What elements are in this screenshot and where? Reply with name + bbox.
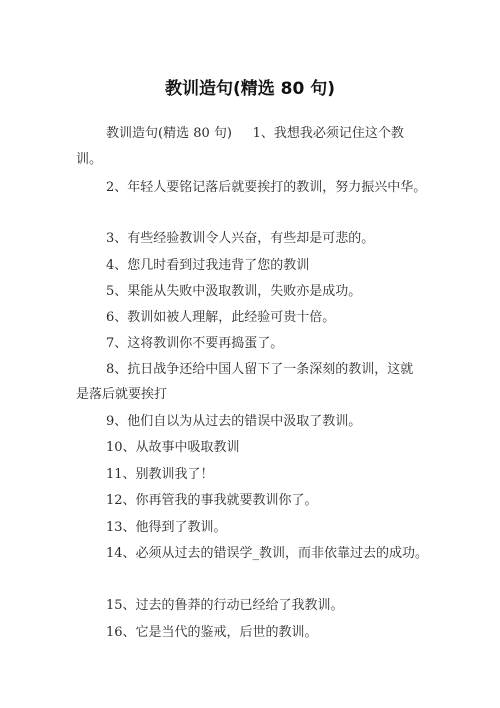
page-title: 教训造句(精选 80 句) <box>164 79 336 99</box>
sentence-4: 4、您几时看到过我违背了您的教训 <box>106 258 310 273</box>
sentence-6: 6、教训如被人理解，此经验可贵十倍。 <box>106 310 336 325</box>
sentence-5: 5、果能从失败中汲取教训，失败亦是成功。 <box>106 284 362 299</box>
sentence-13: 13、他得到了教训。 <box>106 520 227 535</box>
sentence-12: 12、你再管我的事我就要教训你了。 <box>106 493 318 508</box>
sentence-8-continued: 是落后就要挨打 <box>76 387 168 402</box>
intro-line-continued: 训。 <box>76 152 103 167</box>
sentence-9: 9、他们自以为从过去的错误中汲取了教训。 <box>106 414 362 429</box>
intro-line: 教训造句(精选 80 句) 1、我想我必须记住这个教 <box>106 126 404 141</box>
sentence-8: 8、抗日战争还给中国人留下了一条深刻的教训，这就 <box>106 362 414 377</box>
sentence-11: 11、别教训我了！ <box>106 467 214 482</box>
sentence-16: 16、它是当代的鉴戒，后世的教训。 <box>106 625 318 640</box>
sentence-14: 14、必须从过去的错误学_教训，而非依靠过去的成功。 <box>106 546 429 561</box>
sentence-3: 3、有些经验教训令人兴奋，有些却是可悲的。 <box>106 231 375 246</box>
sentence-7: 7、这将教训你不要再捣蛋了。 <box>106 336 284 351</box>
sentence-2: 2、年轻人要铭记落后就要挨打的教训，努力振兴中华。 <box>106 180 427 195</box>
sentence-10: 10、从故事中吸取教训 <box>106 440 240 455</box>
sentence-15: 15、过去的鲁莽的行动已经给了我教训。 <box>106 598 344 613</box>
